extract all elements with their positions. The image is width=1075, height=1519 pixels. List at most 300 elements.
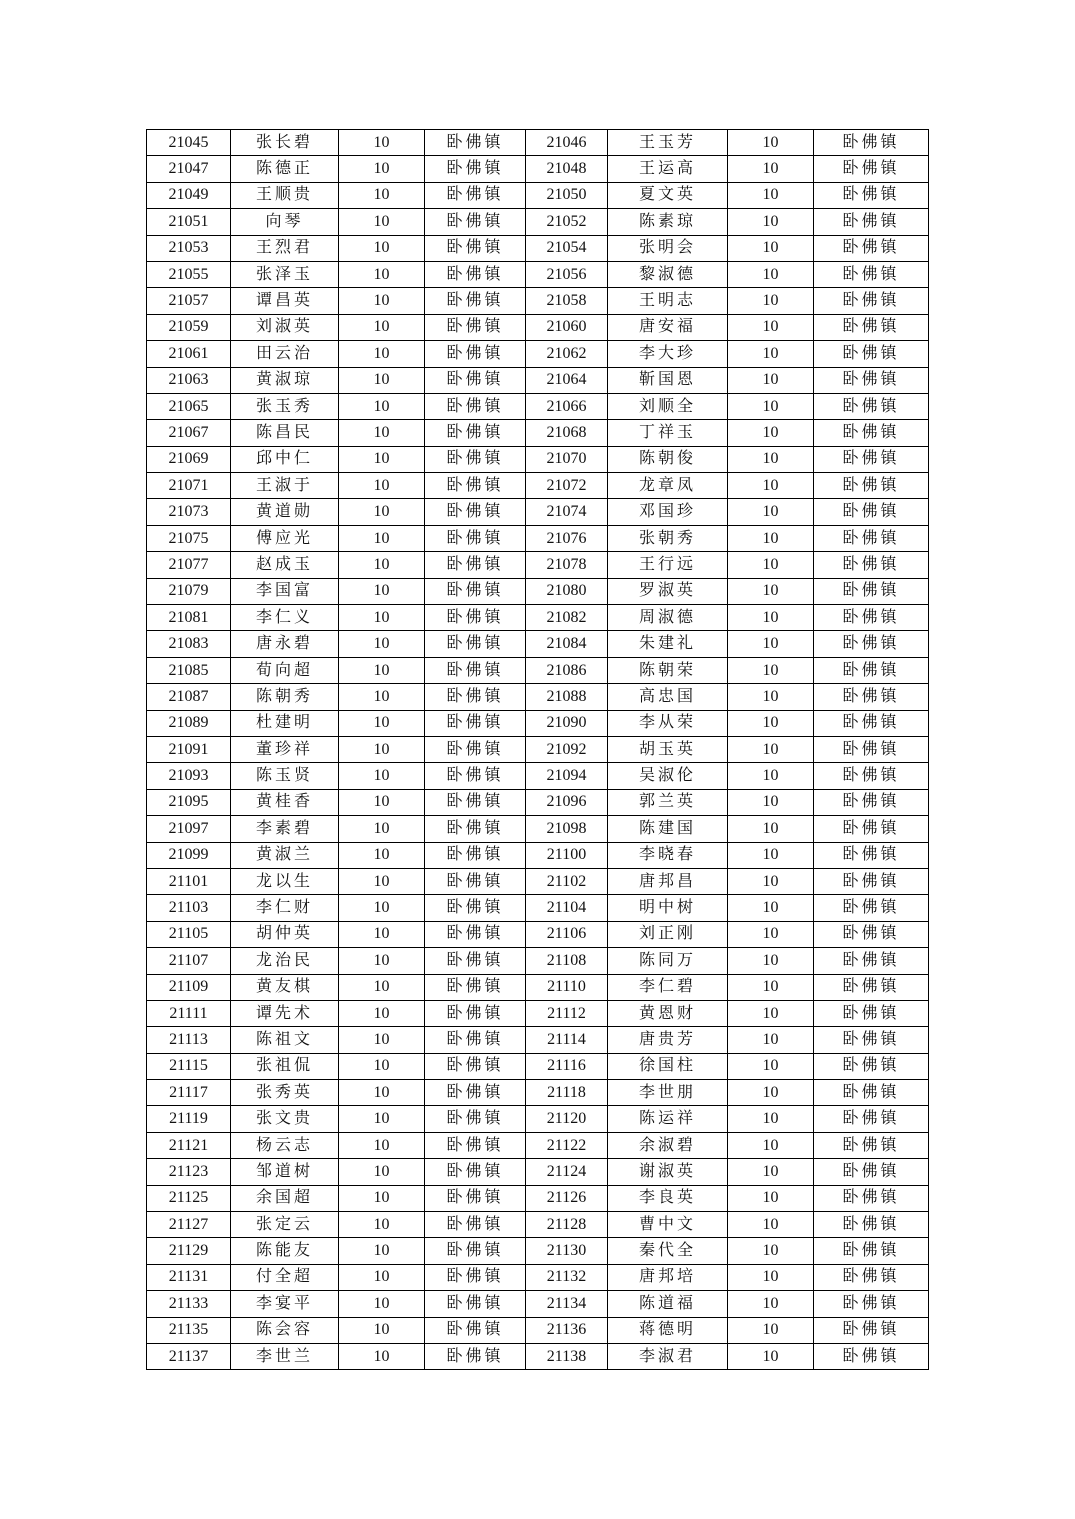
town-cell: 卧佛镇	[425, 816, 526, 842]
town-cell: 卧佛镇	[425, 1080, 526, 1106]
amount-cell: 10	[728, 1212, 814, 1238]
name-cell: 唐安福	[608, 314, 728, 340]
table-row	[147, 1185, 929, 1211]
town-cell: 卧佛镇	[425, 314, 526, 340]
record-id-cell: 21094	[526, 763, 608, 789]
table-row	[147, 1053, 929, 1079]
name-cell: 余国超	[231, 1185, 339, 1211]
table-row	[147, 367, 929, 393]
amount-cell: 10	[339, 1132, 425, 1158]
name-cell: 唐永碧	[231, 631, 339, 657]
town-cell: 卧佛镇	[425, 367, 526, 393]
town-cell: 卧佛镇	[425, 552, 526, 578]
amount-cell: 10	[339, 1317, 425, 1343]
name-cell: 付全超	[231, 1264, 339, 1290]
amount-cell: 10	[728, 420, 814, 446]
amount-cell: 10	[728, 235, 814, 261]
town-cell: 卧佛镇	[425, 1317, 526, 1343]
amount-cell: 10	[339, 499, 425, 525]
name-cell: 赵成玉	[231, 552, 339, 578]
record-id-cell: 21106	[526, 921, 608, 947]
town-cell: 卧佛镇	[814, 921, 929, 947]
town-cell: 卧佛镇	[814, 1000, 929, 1026]
town-cell: 卧佛镇	[814, 868, 929, 894]
record-id-cell: 21071	[147, 473, 231, 499]
name-cell: 余淑碧	[608, 1132, 728, 1158]
record-id-cell: 21091	[147, 736, 231, 762]
record-id-cell: 21078	[526, 552, 608, 578]
name-cell: 王烈君	[231, 235, 339, 261]
name-cell: 曹中文	[608, 1212, 728, 1238]
record-id-cell: 21130	[526, 1238, 608, 1264]
amount-cell: 10	[339, 710, 425, 736]
town-cell: 卧佛镇	[425, 1238, 526, 1264]
table-row	[147, 816, 929, 842]
town-cell: 卧佛镇	[814, 446, 929, 472]
name-cell: 唐邦昌	[608, 868, 728, 894]
record-id-cell: 21080	[526, 578, 608, 604]
name-cell: 高忠国	[608, 684, 728, 710]
town-cell: 卧佛镇	[425, 1343, 526, 1369]
name-cell: 胡仲英	[231, 921, 339, 947]
town-cell: 卧佛镇	[425, 288, 526, 314]
name-cell: 邓国珍	[608, 499, 728, 525]
town-cell: 卧佛镇	[425, 1106, 526, 1132]
amount-cell: 10	[339, 288, 425, 314]
amount-cell: 10	[339, 1212, 425, 1238]
table-row	[147, 420, 929, 446]
amount-cell: 10	[728, 842, 814, 868]
records-table	[146, 129, 929, 1370]
amount-cell: 10	[339, 1343, 425, 1369]
name-cell: 张玉秀	[231, 393, 339, 419]
town-cell: 卧佛镇	[425, 1264, 526, 1290]
amount-cell: 10	[728, 552, 814, 578]
table-row	[147, 657, 929, 683]
town-cell: 卧佛镇	[814, 209, 929, 235]
town-cell: 卧佛镇	[425, 895, 526, 921]
amount-cell: 10	[728, 895, 814, 921]
name-cell: 李素碧	[231, 816, 339, 842]
record-id-cell: 21103	[147, 895, 231, 921]
table-row	[147, 1291, 929, 1317]
record-id-cell: 21088	[526, 684, 608, 710]
town-cell: 卧佛镇	[425, 499, 526, 525]
town-cell: 卧佛镇	[425, 684, 526, 710]
table-row	[147, 1027, 929, 1053]
amount-cell: 10	[728, 816, 814, 842]
amount-cell: 10	[728, 1343, 814, 1369]
amount-cell: 10	[728, 1080, 814, 1106]
table-row	[147, 341, 929, 367]
name-cell: 黄淑兰	[231, 842, 339, 868]
record-id-cell: 21119	[147, 1106, 231, 1132]
record-id-cell: 21128	[526, 1212, 608, 1238]
table-row	[147, 288, 929, 314]
town-cell: 卧佛镇	[425, 1212, 526, 1238]
town-cell: 卧佛镇	[814, 341, 929, 367]
town-cell: 卧佛镇	[814, 288, 929, 314]
table-row	[147, 974, 929, 1000]
record-id-cell: 21137	[147, 1343, 231, 1369]
town-cell: 卧佛镇	[425, 525, 526, 551]
amount-cell: 10	[339, 974, 425, 1000]
amount-cell: 10	[339, 1000, 425, 1026]
town-cell: 卧佛镇	[425, 605, 526, 631]
name-cell: 王玉芳	[608, 130, 728, 156]
record-id-cell: 21067	[147, 420, 231, 446]
town-cell: 卧佛镇	[814, 974, 929, 1000]
town-cell: 卧佛镇	[425, 1053, 526, 1079]
town-cell: 卧佛镇	[814, 393, 929, 419]
record-id-cell: 21104	[526, 895, 608, 921]
town-cell: 卧佛镇	[814, 1264, 929, 1290]
amount-cell: 10	[339, 1027, 425, 1053]
amount-cell: 10	[339, 868, 425, 894]
name-cell: 谢淑英	[608, 1159, 728, 1185]
name-cell: 靳国恩	[608, 367, 728, 393]
record-id-cell: 21063	[147, 367, 231, 393]
table-row	[147, 736, 929, 762]
amount-cell: 10	[728, 499, 814, 525]
town-cell: 卧佛镇	[425, 182, 526, 208]
name-cell: 龙治民	[231, 948, 339, 974]
town-cell: 卧佛镇	[814, 182, 929, 208]
town-cell: 卧佛镇	[425, 868, 526, 894]
record-id-cell: 21059	[147, 314, 231, 340]
amount-cell: 10	[728, 1027, 814, 1053]
table-row	[147, 235, 929, 261]
amount-cell: 10	[339, 1106, 425, 1132]
record-id-cell: 21074	[526, 499, 608, 525]
record-id-cell: 21121	[147, 1132, 231, 1158]
name-cell: 张定云	[231, 1212, 339, 1238]
amount-cell: 10	[339, 261, 425, 287]
name-cell: 李世朋	[608, 1080, 728, 1106]
record-id-cell: 21115	[147, 1053, 231, 1079]
amount-cell: 10	[339, 1080, 425, 1106]
table-row	[147, 710, 929, 736]
name-cell: 龙章凤	[608, 473, 728, 499]
town-cell: 卧佛镇	[814, 1132, 929, 1158]
amount-cell: 10	[728, 710, 814, 736]
record-id-cell: 21098	[526, 816, 608, 842]
name-cell: 陈运祥	[608, 1106, 728, 1132]
record-id-cell: 21075	[147, 525, 231, 551]
amount-cell: 10	[339, 736, 425, 762]
name-cell: 李宴平	[231, 1291, 339, 1317]
record-id-cell: 21048	[526, 156, 608, 182]
name-cell: 张祖侃	[231, 1053, 339, 1079]
town-cell: 卧佛镇	[425, 710, 526, 736]
name-cell: 蒋德明	[608, 1317, 728, 1343]
name-cell: 唐贵芳	[608, 1027, 728, 1053]
record-id-cell: 21084	[526, 631, 608, 657]
record-id-cell: 21133	[147, 1291, 231, 1317]
town-cell: 卧佛镇	[425, 1185, 526, 1211]
town-cell: 卧佛镇	[814, 684, 929, 710]
table-row	[147, 156, 929, 182]
name-cell: 田云治	[231, 341, 339, 367]
amount-cell: 10	[339, 446, 425, 472]
town-cell: 卧佛镇	[425, 156, 526, 182]
town-cell: 卧佛镇	[814, 235, 929, 261]
amount-cell: 10	[728, 1317, 814, 1343]
table-row	[147, 1106, 929, 1132]
name-cell: 周淑德	[608, 605, 728, 631]
record-id-cell: 21096	[526, 789, 608, 815]
town-cell: 卧佛镇	[814, 1027, 929, 1053]
name-cell: 徐国柱	[608, 1053, 728, 1079]
name-cell: 陈朝秀	[231, 684, 339, 710]
amount-cell: 10	[728, 605, 814, 631]
name-cell: 明中树	[608, 895, 728, 921]
name-cell: 王行远	[608, 552, 728, 578]
town-cell: 卧佛镇	[814, 1106, 929, 1132]
record-id-cell: 21124	[526, 1159, 608, 1185]
record-id-cell: 21065	[147, 393, 231, 419]
record-id-cell: 21135	[147, 1317, 231, 1343]
record-id-cell: 21123	[147, 1159, 231, 1185]
record-id-cell: 21090	[526, 710, 608, 736]
record-id-cell: 21045	[147, 130, 231, 156]
town-cell: 卧佛镇	[814, 763, 929, 789]
table-row	[147, 1264, 929, 1290]
name-cell: 邱中仁	[231, 446, 339, 472]
record-id-cell: 21049	[147, 182, 231, 208]
name-cell: 黄桂香	[231, 789, 339, 815]
name-cell: 朱建礼	[608, 631, 728, 657]
record-id-cell: 21077	[147, 552, 231, 578]
name-cell: 丁祥玉	[608, 420, 728, 446]
amount-cell: 10	[339, 789, 425, 815]
name-cell: 李仁财	[231, 895, 339, 921]
table-row	[147, 895, 929, 921]
amount-cell: 10	[728, 130, 814, 156]
town-cell: 卧佛镇	[425, 446, 526, 472]
record-id-cell: 21068	[526, 420, 608, 446]
record-id-cell: 21113	[147, 1027, 231, 1053]
name-cell: 张秀英	[231, 1080, 339, 1106]
table-row	[147, 605, 929, 631]
record-id-cell: 21058	[526, 288, 608, 314]
amount-cell: 10	[339, 341, 425, 367]
amount-cell: 10	[728, 657, 814, 683]
town-cell: 卧佛镇	[814, 473, 929, 499]
amount-cell: 10	[728, 446, 814, 472]
amount-cell: 10	[728, 736, 814, 762]
amount-cell: 10	[339, 1238, 425, 1264]
table-row	[147, 1080, 929, 1106]
amount-cell: 10	[728, 631, 814, 657]
record-id-cell: 21131	[147, 1264, 231, 1290]
amount-cell: 10	[339, 1291, 425, 1317]
town-cell: 卧佛镇	[425, 657, 526, 683]
name-cell: 张明会	[608, 235, 728, 261]
name-cell: 李国富	[231, 578, 339, 604]
record-id-cell: 21083	[147, 631, 231, 657]
record-id-cell: 21138	[526, 1343, 608, 1369]
table-row	[147, 1343, 929, 1369]
amount-cell: 10	[728, 314, 814, 340]
amount-cell: 10	[728, 182, 814, 208]
name-cell: 张长碧	[231, 130, 339, 156]
amount-cell: 10	[728, 1185, 814, 1211]
amount-cell: 10	[728, 473, 814, 499]
amount-cell: 10	[339, 235, 425, 261]
record-id-cell: 21082	[526, 605, 608, 631]
amount-cell: 10	[728, 1291, 814, 1317]
record-id-cell: 21127	[147, 1212, 231, 1238]
table-row	[147, 473, 929, 499]
name-cell: 李仁碧	[608, 974, 728, 1000]
record-id-cell: 21101	[147, 868, 231, 894]
amount-cell: 10	[339, 842, 425, 868]
amount-cell: 10	[728, 209, 814, 235]
name-cell: 郭兰英	[608, 789, 728, 815]
town-cell: 卧佛镇	[425, 1027, 526, 1053]
amount-cell: 10	[339, 156, 425, 182]
record-id-cell: 21050	[526, 182, 608, 208]
town-cell: 卧佛镇	[814, 1080, 929, 1106]
amount-cell: 10	[339, 605, 425, 631]
table-row	[147, 446, 929, 472]
town-cell: 卧佛镇	[814, 736, 929, 762]
table-row	[147, 1212, 929, 1238]
town-cell: 卧佛镇	[425, 974, 526, 1000]
name-cell: 罗淑英	[608, 578, 728, 604]
name-cell: 李晓春	[608, 842, 728, 868]
town-cell: 卧佛镇	[425, 1000, 526, 1026]
record-id-cell: 21055	[147, 261, 231, 287]
record-id-cell: 21116	[526, 1053, 608, 1079]
town-cell: 卧佛镇	[425, 209, 526, 235]
town-cell: 卧佛镇	[814, 895, 929, 921]
record-id-cell: 21073	[147, 499, 231, 525]
table-row	[147, 631, 929, 657]
town-cell: 卧佛镇	[814, 631, 929, 657]
name-cell: 陈道福	[608, 1291, 728, 1317]
record-id-cell: 21085	[147, 657, 231, 683]
town-cell: 卧佛镇	[425, 130, 526, 156]
name-cell: 刘顺全	[608, 393, 728, 419]
record-id-cell: 21047	[147, 156, 231, 182]
name-cell: 荀向超	[231, 657, 339, 683]
record-id-cell: 21105	[147, 921, 231, 947]
amount-cell: 10	[339, 1264, 425, 1290]
record-id-cell: 21066	[526, 393, 608, 419]
record-id-cell: 21052	[526, 209, 608, 235]
record-id-cell: 21095	[147, 789, 231, 815]
name-cell: 刘正刚	[608, 921, 728, 947]
record-id-cell: 21092	[526, 736, 608, 762]
amount-cell: 10	[339, 816, 425, 842]
name-cell: 谭昌英	[231, 288, 339, 314]
amount-cell: 10	[728, 288, 814, 314]
name-cell: 李仁义	[231, 605, 339, 631]
town-cell: 卧佛镇	[425, 789, 526, 815]
amount-cell: 10	[728, 525, 814, 551]
amount-cell: 10	[339, 367, 425, 393]
name-cell: 王淑于	[231, 473, 339, 499]
table-body	[147, 130, 929, 1370]
town-cell: 卧佛镇	[814, 1343, 929, 1369]
record-id-cell: 21079	[147, 578, 231, 604]
name-cell: 邹道树	[231, 1159, 339, 1185]
record-id-cell: 21087	[147, 684, 231, 710]
town-cell: 卧佛镇	[814, 499, 929, 525]
record-id-cell: 21062	[526, 341, 608, 367]
amount-cell: 10	[339, 1185, 425, 1211]
record-id-cell: 21070	[526, 446, 608, 472]
town-cell: 卧佛镇	[814, 130, 929, 156]
town-cell: 卧佛镇	[814, 420, 929, 446]
table-row	[147, 842, 929, 868]
name-cell: 陈素琼	[608, 209, 728, 235]
record-id-cell: 21102	[526, 868, 608, 894]
name-cell: 唐邦培	[608, 1264, 728, 1290]
record-id-cell: 21081	[147, 605, 231, 631]
record-id-cell: 21108	[526, 948, 608, 974]
town-cell: 卧佛镇	[814, 1291, 929, 1317]
amount-cell: 10	[339, 130, 425, 156]
name-cell: 黄友棋	[231, 974, 339, 1000]
town-cell: 卧佛镇	[814, 1212, 929, 1238]
record-id-cell: 21126	[526, 1185, 608, 1211]
town-cell: 卧佛镇	[814, 314, 929, 340]
record-id-cell: 21057	[147, 288, 231, 314]
town-cell: 卧佛镇	[814, 1317, 929, 1343]
amount-cell: 10	[728, 1159, 814, 1185]
town-cell: 卧佛镇	[425, 842, 526, 868]
name-cell: 龙以生	[231, 868, 339, 894]
name-cell: 杜建明	[231, 710, 339, 736]
amount-cell: 10	[339, 763, 425, 789]
town-cell: 卧佛镇	[814, 710, 929, 736]
name-cell: 黎淑德	[608, 261, 728, 287]
name-cell: 张朝秀	[608, 525, 728, 551]
name-cell: 黄淑琼	[231, 367, 339, 393]
name-cell: 王顺贵	[231, 182, 339, 208]
name-cell: 陈玉贤	[231, 763, 339, 789]
amount-cell: 10	[728, 1053, 814, 1079]
record-id-cell: 21132	[526, 1264, 608, 1290]
name-cell: 张文贵	[231, 1106, 339, 1132]
record-id-cell: 21076	[526, 525, 608, 551]
name-cell: 黄道勋	[231, 499, 339, 525]
amount-cell: 10	[728, 974, 814, 1000]
name-cell: 董珍祥	[231, 736, 339, 762]
name-cell: 谭先术	[231, 1000, 339, 1026]
town-cell: 卧佛镇	[814, 948, 929, 974]
record-id-cell: 21125	[147, 1185, 231, 1211]
table-row	[147, 552, 929, 578]
table-row	[147, 261, 929, 287]
table-row	[147, 499, 929, 525]
amount-cell: 10	[339, 314, 425, 340]
amount-cell: 10	[339, 209, 425, 235]
town-cell: 卧佛镇	[814, 657, 929, 683]
town-cell: 卧佛镇	[814, 1159, 929, 1185]
name-cell: 张泽玉	[231, 261, 339, 287]
name-cell: 李大珍	[608, 341, 728, 367]
record-id-cell: 21053	[147, 235, 231, 261]
record-id-cell: 21064	[526, 367, 608, 393]
amount-cell: 10	[728, 684, 814, 710]
amount-cell: 10	[339, 578, 425, 604]
table-row	[147, 1159, 929, 1185]
amount-cell: 10	[728, 1238, 814, 1264]
